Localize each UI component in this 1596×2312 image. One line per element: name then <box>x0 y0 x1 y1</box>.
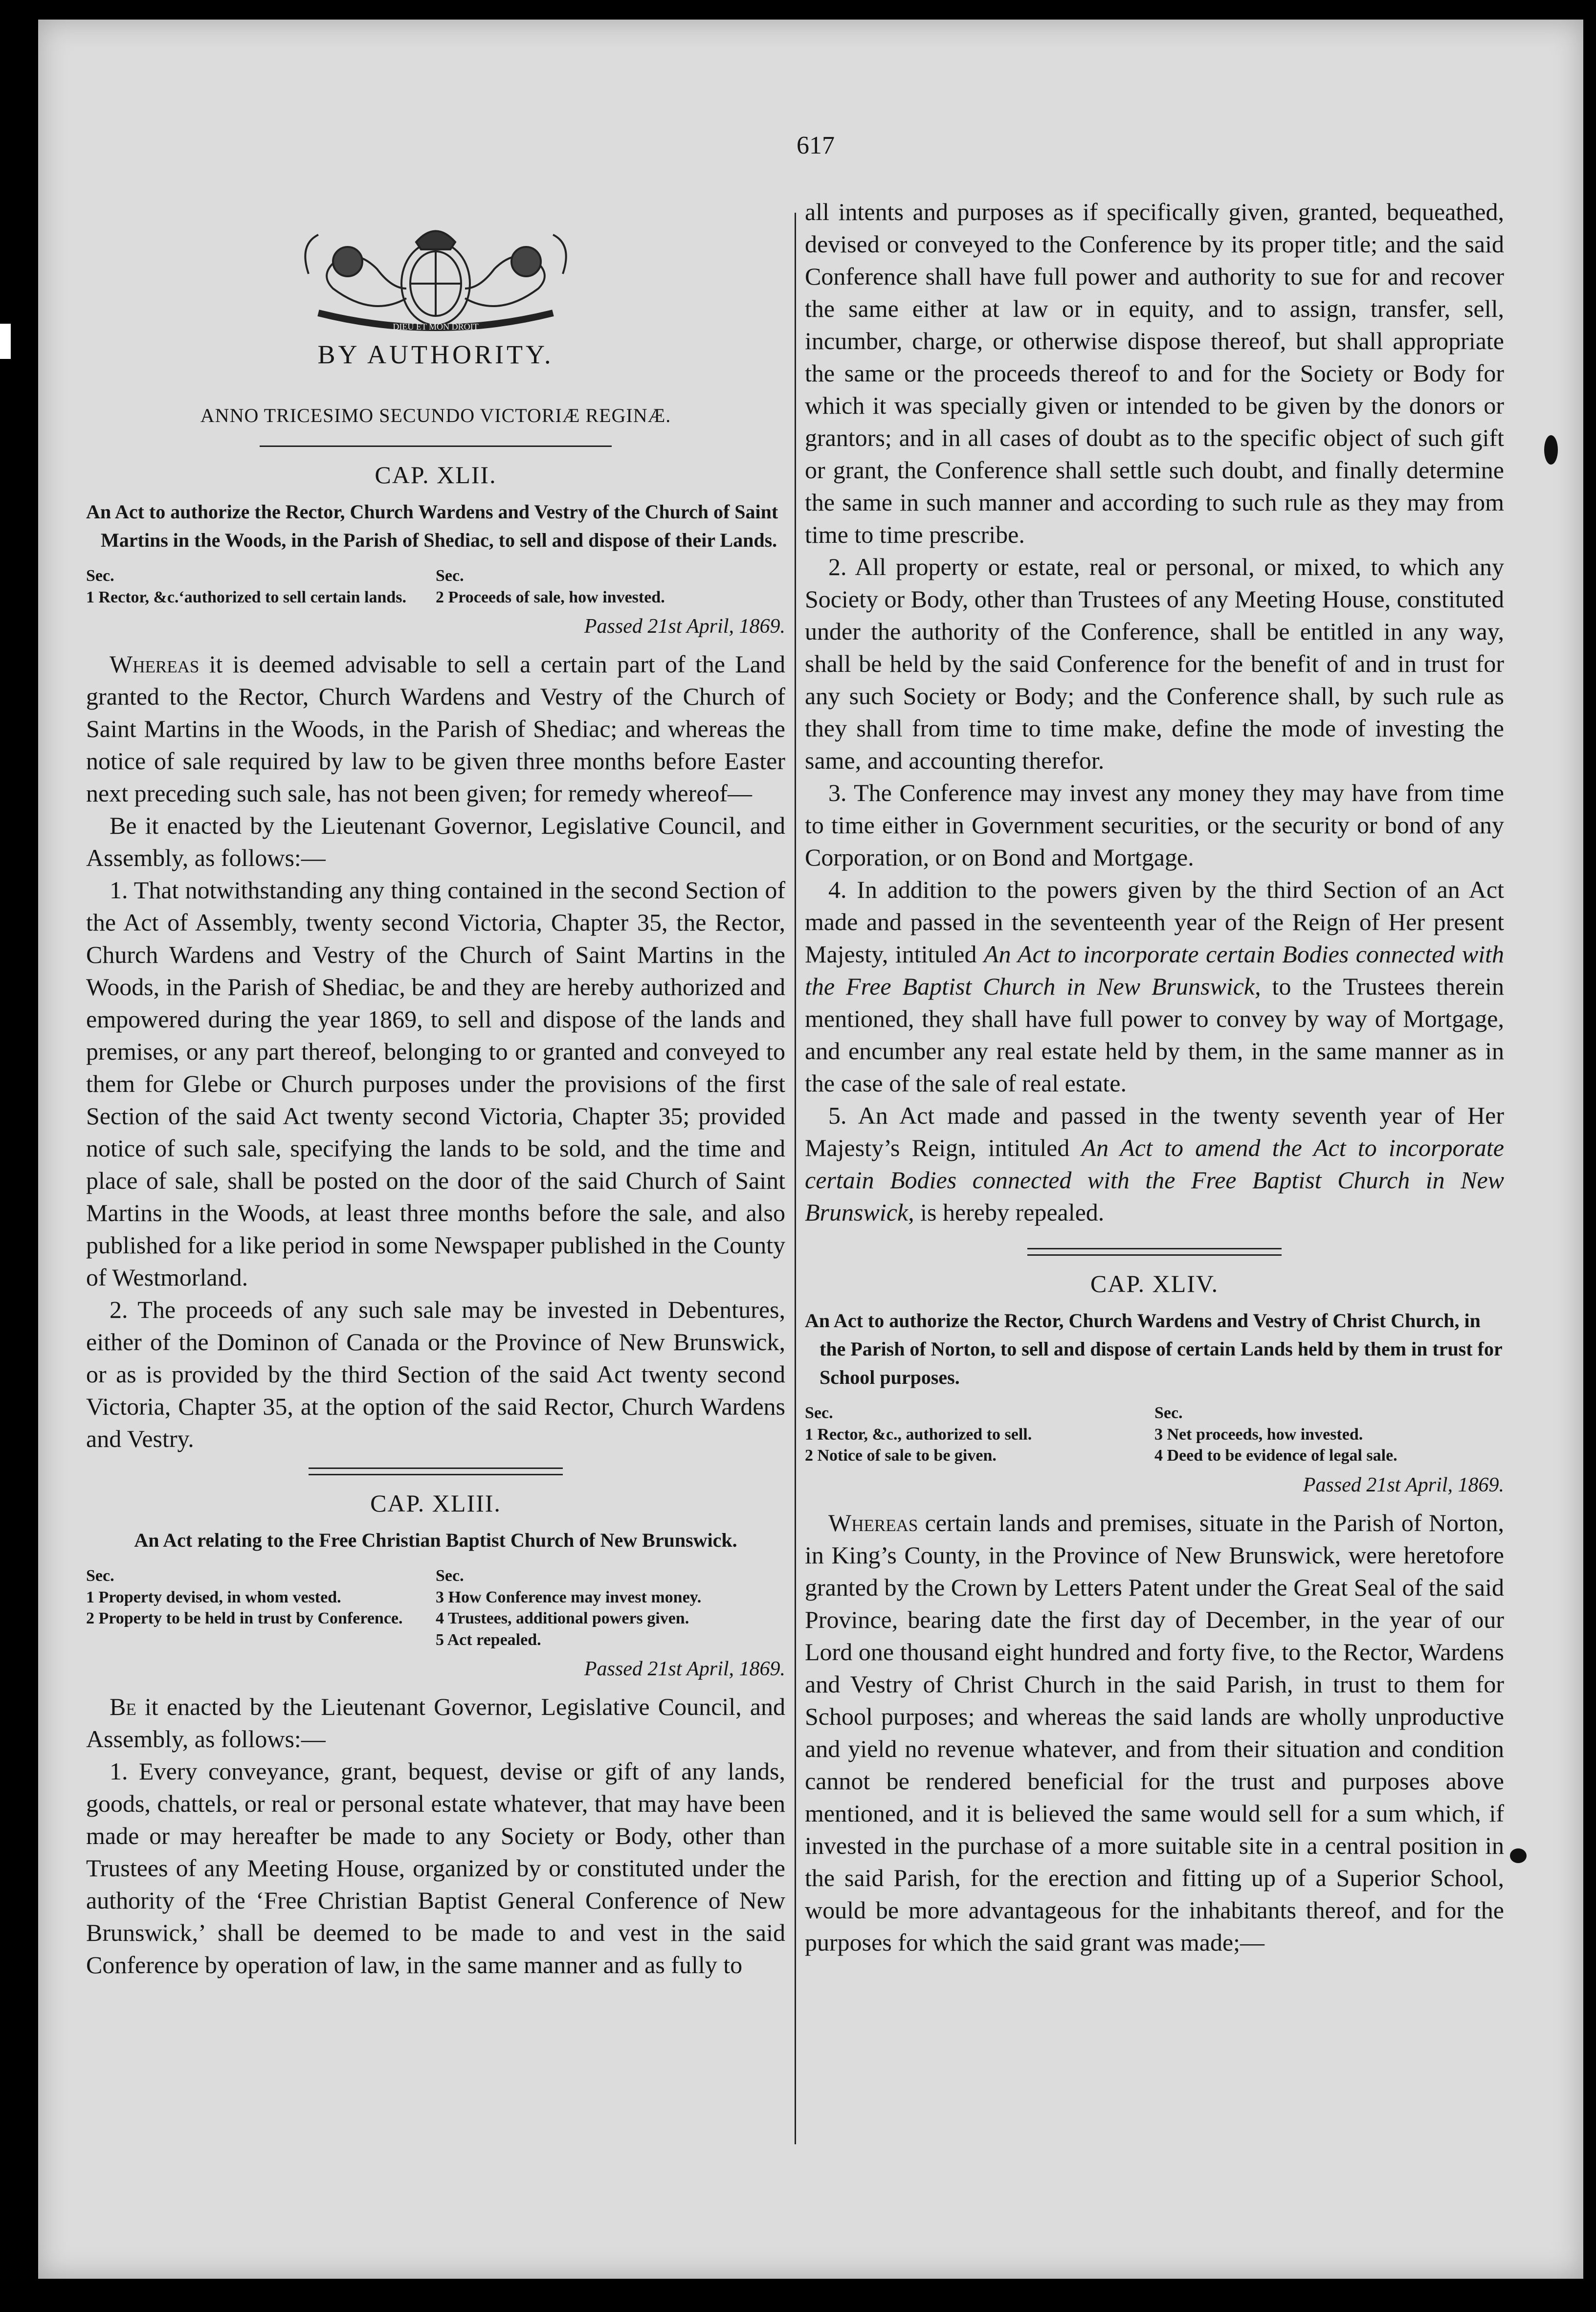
section-entry: 4 Deed to be evidence of legal sale. <box>1154 1446 1397 1465</box>
royal-coat-of-arms <box>260 215 612 337</box>
section-rule <box>1027 1248 1282 1256</box>
cap-43-enacting-clause: Be it enacted by the Lieutenant Governor, Legislative Council, and Assembly, as follows:— <box>86 1693 785 1753</box>
regnal-year-heading: ANNO TRICESIMO SECUNDO VICTORIÆ REGINÆ. <box>200 404 671 426</box>
section-entry: 1 Rector, &c., authorized to sell. <box>805 1425 1032 1444</box>
page-number: 617 <box>797 132 835 159</box>
section-entry: 3 How Conference may invest money. <box>436 1588 702 1606</box>
sec-label: Sec. <box>1154 1404 1183 1422</box>
cap-43-section-1-part-1: 1. Every conveyance, grant, bequest, devise or gift of any lands, goods, chattels, or real or personal estate whatever, that may have been made or may hereafter be made to any Society or Body, other than Trustees of any Meeting House, organized by or constituted under the authority of the ‘Free Christian Baptist General Conference of New Brunswick,’ shall be deemed to be made to and vest in the said Conference by operation of law, in the same manner and as fully to <box>86 1757 785 1979</box>
cap-42-heading: CAP. XLII. <box>375 461 497 489</box>
cap-43-passed: Passed 21st April, 1869. <box>584 1658 785 1681</box>
cap-42-title: An Act to authorize the Rector, Church Wardens and Vestry of the Church of Saint Martins in the Woods, in the Parish of Shediac, to sell and dispose of their Lands. <box>86 501 778 551</box>
scan-edge-mark <box>0 324 11 359</box>
section-entry: 2 Property to be held in trust by Conference. <box>86 1609 403 1628</box>
cap-43-sections <box>86 1565 785 1650</box>
cap-43-section-4: 4. In addition to the powers given by the third Section of an Act made and passed in the seventeenth year of the Reign of Her present Majesty, intituled An Act to incorporate certain Bodies connected with the Free Baptist Church in New Brunswick, to the Trustees therein mentioned, they shall have full power to convey by way of Mortgage, and encumber any real estate held by them, in the same manner as in the case of the sale of real estate. <box>805 876 1504 1097</box>
cap-44-heading: CAP. XLIV. <box>1090 1270 1219 1297</box>
sec-label: Sec. <box>805 1404 833 1422</box>
column-divider <box>795 213 796 2144</box>
cap-43-section-1-part-2: all intents and purposes as if specifically given, granted, bequeathed, devised or conveyed to the Conference by its proper title; and the said Conference shall have full power and authority to sue for and recover the same either at law or in equity, and to assign, transfer, sell, incumber, charge, or otherwise dispose thereof, but shall appropriate the same or the proceeds thereof to and for the Society or Body for which it was specially given or intended to be given by the donors or grantors; and in all cases of doubt as to the specific object of such gift or grant, the Conference shall settle such doubt, and finally determine the same in such manner and according to such rule as they may from time to time prescribe. <box>805 198 1504 548</box>
right-column <box>805 196 1504 1958</box>
ink-blot <box>1510 1848 1527 1863</box>
cap-43-section-5: 5. An Act made and passed in the twenty seventh year of Her Majesty’s Reign, intituled An Act to amend the Act to incorporate certain Bodies connected with the Free Baptist Church in New Brunswick, is hereby repealed. <box>805 1102 1504 1226</box>
sec-label: Sec. <box>86 1567 114 1585</box>
cap-42-passed: Passed 21st April, 1869. <box>584 615 785 638</box>
cap-42-section-1: 1. That notwithstanding any thing contained in the second Section of the Act of Assembly, twenty second Victoria, Chapter 35, the Rector, Church Wardens and Vestry of the Church of Saint Martins in the Woods, in the Parish of Shediac, be and they are hereby authorized and empowered during the year 1869, to sell and dispose of the lands and premises, or any part thereof, belonging to or granted and conveyed to them for Glebe or Church purposes under the provisions of the first Section of the said Act twenty second Victoria, Chapter 35; provided notice of such sale, specifying the lands to be sold, and the time and place of sale, shall be posted on the door of the said Church of Saint Martins in the Woods, at least three months before the sale, and also published for a like period in some Newspaper published in the County of Westmorland. <box>86 876 785 1291</box>
section-rule <box>309 1467 563 1475</box>
section-entry: 1 Property devised, in whom vested. <box>86 1588 341 1606</box>
section-entry: 2 Proceeds of sale, how invested. <box>436 588 665 606</box>
section-entry: 3 Net proceeds, how invested. <box>1154 1425 1363 1444</box>
cap-43-section-3: 3. The Conference may invest any money they may have from time to time either in Government securities, or the security or bond of any Corporation, or on Bond and Mortgage. <box>805 779 1504 871</box>
cap-44-sections <box>805 1402 1504 1467</box>
cap-42-preamble: Whereas it is deemed advisable to sell a certain part of the Land granted to the Rector, Church Wardens and Vestry of the Church of Saint Martins in the Woods, in the Parish of Shediac; and whereas the notice of sale required by law to be given three months before Easter next preceding such sale, has not been given; for remedy whereof— <box>86 650 785 807</box>
section-entry: 4 Trustees, additional powers given. <box>436 1609 689 1628</box>
crest-motto: DIEU ET MON DROIT <box>393 322 479 332</box>
cap-44-preamble: Whereas certain lands and premises, situate in the Parish of Norton, in King’s County, in the Province of New Brunswick, were heretofore granted by the Crown by Letters Patent under the Great Seal of the said Province, bearing date the first day of December, in the year of our Lord one thousand eight hundred and forty five, to the Rector, Wardens and Vestry of Christ Church in the said Parish, in trust to them for School purposes; and whereas the said lands are wholly unproductive and yield no revenue whatever, and from their situation and condition cannot be rendered beneficial for the trust and purposes above mentioned, and it is believed the same would sell for a sum which, if invested in the purchase of a more suitable site in a central position in the said Parish, for the erection and fitting up of a Superior School, would be more advantageous for the inhabitants thereof, and for the purposes for which the said grant was made;— <box>805 1509 1504 1956</box>
left-column <box>86 215 785 1981</box>
cap-43-heading: CAP. XLIII. <box>370 1489 501 1517</box>
section-entry: 2 Notice of sale to be given. <box>805 1446 997 1465</box>
section-entry: 5 Act repealed. <box>436 1630 541 1649</box>
cap-44-passed: Passed 21st April, 1869. <box>1303 1473 1504 1496</box>
cap-43-section-2: 2. All property or estate, real or personal, or mixed, to which any Society or Body, other than Trustees of any Meeting House, constituted under the authority of the Conference, shall be entitled in any way, shall be held by the said Conference for the benefit of and in trust for any such Society or Body; and the Conference shall, by such rule as they shall from time to time make, define the mode of investing the same, and accounting therefor. <box>805 553 1504 774</box>
cap-42-enacting-clause: Be it enacted by the Lieutenant Governor, Legislative Council, and Assembly, as follows:— <box>86 812 785 872</box>
sec-label: Sec. <box>86 567 114 585</box>
cap-43-title: An Act relating to the Free Christian Baptist Church of New Brunswick. <box>134 1529 737 1552</box>
document-page <box>38 20 1583 2279</box>
by-authority-heading: BY AUTHORITY. <box>317 340 554 369</box>
section-entry: 1 Rector, &c.‘authorized to sell certain lands. <box>86 588 407 606</box>
sec-label: Sec. <box>436 567 464 585</box>
cap-42-section-2: 2. The proceeds of any such sale may be invested in Debentures, either of the Dominon of Canada or the Province of New Brunswick, or as is provided by the third Section of the said Act twenty second Victoria, Chapter 35, at the option of the said Rector, Church Wardens and Vestry. <box>86 1296 785 1453</box>
cap-44-title: An Act to authorize the Rector, Church Wardens and Vestry of Christ Church, in the Parish of Norton, to sell and dispose of certain Lands held by them in trust for School purposes. <box>805 1310 1502 1388</box>
section-rule <box>260 445 612 447</box>
cap-42-sections <box>86 565 785 608</box>
sec-label: Sec. <box>436 1567 464 1585</box>
ink-blot <box>1544 435 1558 465</box>
